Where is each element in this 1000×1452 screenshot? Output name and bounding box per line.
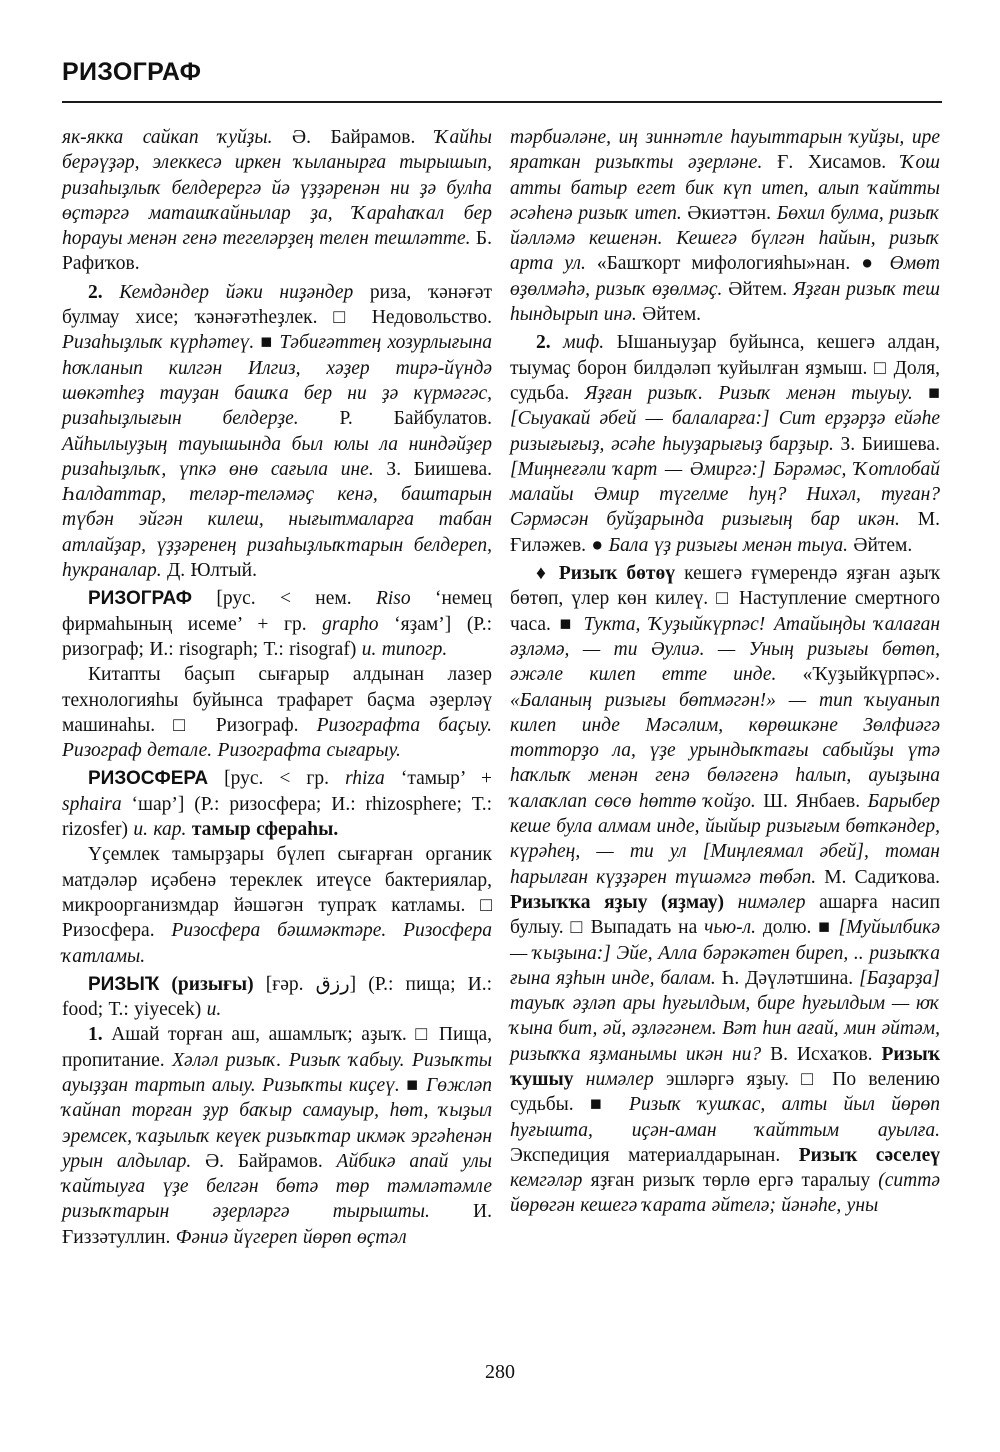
entry-paragraph: 2. Кемдәндер йәки ниҙәндер риза, ҡәнәғәт булмау хисе; ҡәнәғәтһеҙлек. □ Недовольство. Ризаһыҙлыҡ күрһәтеү. ■ Тәбиғәттең хозурлығына һоҡланып килгән Илгиз, хәҙер тирә-йүндә шөкәтһеҙ тауҙан башҡа бер ни ҙә күрмәгәс, ризаһыҙлығын белдерҙе. Р. Байбулатов. Айһылыуҙың тауышында был юлы ла ниндәйҙер ризаһыҙлыҡ, үпкә өнө сағыла ине. З. Биишева. Һалдаттар, теләр-теләмәҫ кенә, баштарын түбән эйгән килеш, нығытмаларға табан атлайҙар, үҙҙәренең ризаһыҙлыҡтарын белдереп, һукраналар. Д. Юлтый.	[62, 281, 493, 582]
page-number: 280	[485, 1361, 515, 1383]
headword-entry-rizyk: РИЗЫҠ (ризығы) [ғәр. رزق] (Р.: пища; И.: food; Т.: yiyecek) и.	[62, 973, 492, 1021]
headword-entry-risograph: РИЗОГРАФ [рус. < нем. Riso ‘немец фирмаһының исеме’ + гр. grapho ‘яҙам’] (Р.: ризограф; И.: risograph; Т.: risograf) и. типогр.	[62, 588, 493, 660]
header-rule	[62, 101, 942, 103]
entry-paragraph: Үҫемлек тамырҙары бүлеп сығарған органик матдәләр иҫәбенә тереклек итеүсе бактериялар, микроорганизмдар йәшәгән тупраҡ катламы. □ Ризосфера. Ризосфера бәшмәктәре. Ризосфера ҡатламы.	[62, 844, 492, 967]
right-column	[510, 125, 940, 1219]
entry-paragraph: Китапты баҫып сығарыр алдынан лазер технологияһы буйынса трафарет баҫма әҙерләү машинаһы. □ Ризограф. Ризографта баҫыу. Ризограф детале. Ризографта сығарыу.	[62, 664, 492, 762]
headword-entry-rhizosphere: РИЗОСФЕРА [рус. < гр. rhiza ‘тамыр’ + sphaira ‘шар’] (Р.: ризосфера; И.: rhizosphere; Т.: rizosfer) и. кар. тамыр сфераһы.	[62, 768, 492, 841]
entry-paragraph: 1. Ашай торған аш, ашамлыҡ; аҙыҡ. □ Пища, пропитание. Хәләл ризыҡ. Ризыҡ ҡабыу. Ризыҡты ауыҙҙан тартып алыу. Ризыҡты киҫеү. ■ Гөжләп ҡайнап торған ҙур баҡыр самауыр, һөт, ҡыҙыл эремсек, ҡаҙылыҡ кеүек ризыҡтар икмәк эргәһенән урын алдылар. Ә. Байрамов. Айбикә апай улы ҡайтыуға үҙе белгән бөтә төр тәмләтәмле ризыҡтарын әҙерләргә тырышты. И. Ғиззәтуллин. Фәниә йүгереп йөрөп өҫтәл	[62, 1024, 493, 1248]
entry-paragraph: як-якка сайкап ҡуйҙы. Ә. Байрамов. Ҡайһы берәүҙәр, элеккесә иркен ҡыланырға тырышып, ризаһыҙлыҡ белдерергә йә үҙҙәренән ни ҙә булһа өҫтәргә маташҡайнылар ҙа, Ҡараһаҡал бер һорауы менән генә тегеләрҙең телен тешләтте. Б. Рафиҡов.	[62, 127, 492, 275]
entry-paragraph: тәрбиәләне, иң зиннәтле һауыттарын ҡуйҙы, ире яраткан ризыҡты әҙерләне. Ғ. Хисамов. Ҡош атты батыр егет бик күп итеп, алып ҡайтты әсәһенә ризыҡ итеп. Әкиәттән. Бөхил булма, ризыҡ йәлләмә кешенән. Кешегә бүлгән һайын, ризыҡ арта ул. «Башҡорт мифологияһы»нан. ● Өмөт өҙөлмәһә, ризыҡ өҙөлмәҫ. Әйтем. Яҙған ризыҡ теш һындырып инә. Әйтем.	[510, 127, 941, 326]
left-column	[62, 125, 492, 1250]
running-header: РИЗОГРАФ	[62, 58, 202, 86]
entry-paragraph: 2. миф. Ышаныуҙар буйынса, кешегә алдан, тыумаҫ борон билдәләп ҡуйылған яҙмыш. □ Доля, судьба. Яҙған ризыҡ. Ризыҡ менән тыуыу. ■ [Сыуакай әбей — балаларға:] Сит ерҙәрҙә ейәһе ризығығыҙ, әсәһе һыуҙарығыҙ барҙыр. З. Биишева. [Миңнеғәли ҡарт — Әмиргә:] Бәрәмәс, Ҡотлобай малайы Әмир түгелме һуң? Нихәл, туған? Сәрмәсән буйҙарында ризығың бар икән. М. Ғиләжев. ● Бала үҙ ризығы менән тыуа. Әйтем.	[510, 332, 941, 556]
entry-paragraph: ♦ Ризыҡ бөтөү кешегә ғүмерендә яҙған аҙыҡ бөтөп, үлер көн килеү. □ Наступление смертного часа. ■ Тукта, Ҡуҙыйкүрпәс! Атайыңды ҡалаған әҙләмә, — ти Әулиә. — Уның ризығы бөтөп, әжәле килеп етте инде. «Ҡуҙыйкүрпәс». «Баланың ризығы бөтмәгән!» — тип ҡыуанып килеп инде Мәсәлим, көрөшкәне Зөлфиәгә тотторҙо ла, үҙе урындыҡтағы сабыйҙы үтә һаҡлыҡ менән генә бөләгенә һалып, ауыҙына ҡалаҡлап сөсө һөттө ҡойҙо. Ш. Янбаев. Барыбер кеше була алмам инде, йыйыр ризығым бөткәндер, күрәһең, — ти ул [Миңлеямал әбей], томан һарылған күҙҙәрен түшәмгә төбәп. М. Садиҡова. Ризыҡҡа яҙыу (яҙмау) нимәлер ашарға насип булыу. □ Выпадать на чью-л. долю. ■ [Муйылбикә — ҡыҙына:] Эйе, Алла бәрәкәтен биреп, .. ризыҡҡа ғына яҙһын инде, балам. Һ. Дәүләтшина. [Баҙарҙа] тауыҡ әҙләп ары һуғылдым, бире һуғылдым — юҡ ҡына бит, әй, әҙләгәнем. Вәт һин ағай, мин әйтәм, ризыҡҡа яҙманымы икән ни? В. Исхаҡов. Ризыҡ ҡушыу нимәлер эшләргә яҙыу. □ По велению судьбы. ■ Ризыҡ ҡушҡас, алты йыл йөрөп һуғышта, иҫән-аман ҡайттым ауылға. Экспедиция материалдарынан. Ризыҡ сәселеү кемгәләр яҙған ризыҡ төрлө ергә таралыу (ситтә йөрөгән кешегә ҡарата әйтелә; йәнәһе, уны	[510, 563, 941, 1217]
